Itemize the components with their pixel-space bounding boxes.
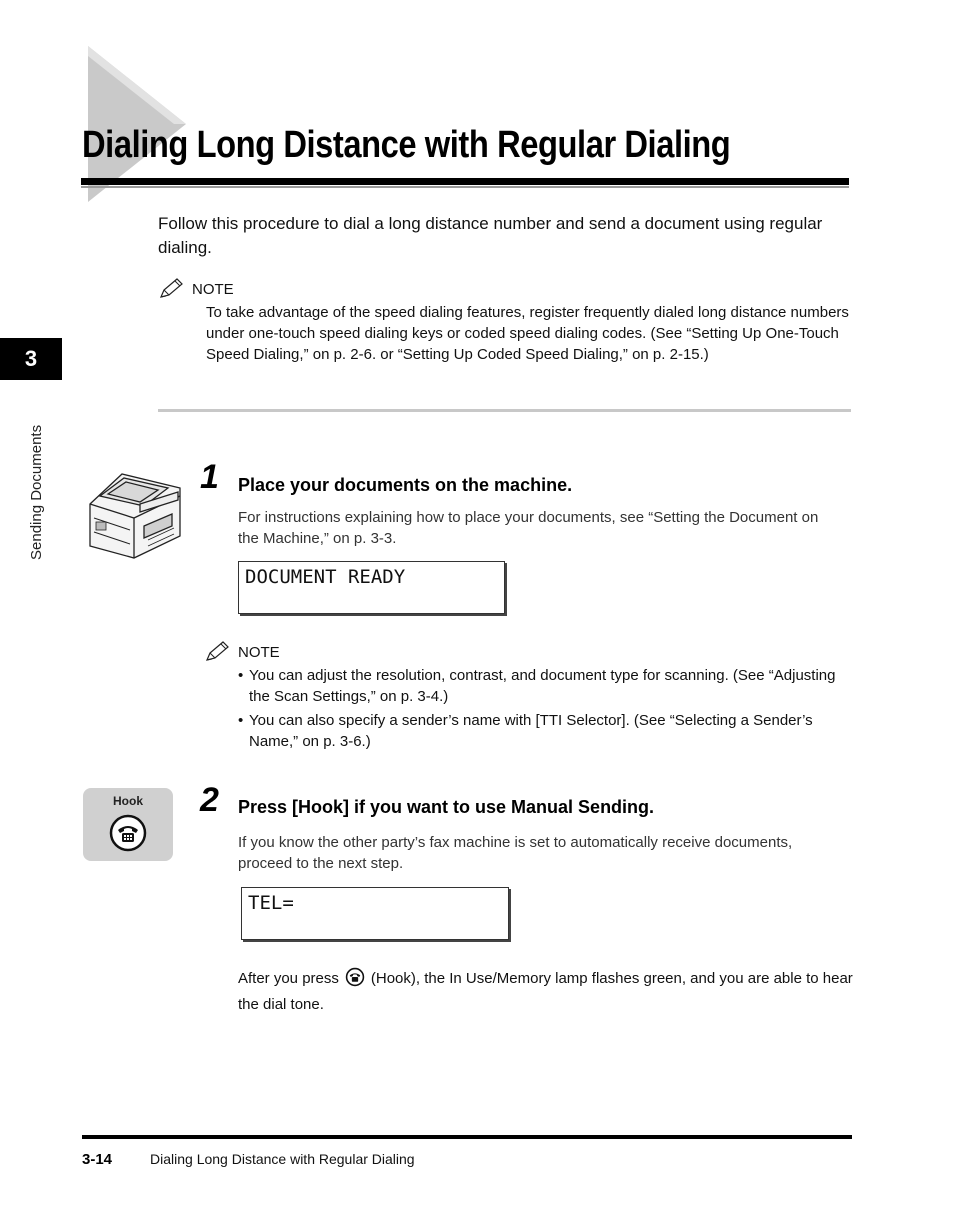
hook-result-text [238,966,858,1018]
step-description: If you know the other party’s fax machine is set to automatically receive documents, proceed to the next step. [238,834,793,872]
note-heading-label: NOTE [238,643,280,661]
chapter-tab: 3 [0,338,62,380]
footer-section-title: Dialing Long Distance with Regular Dialing [150,1151,415,1167]
chapter-side-label: Sending Documents [28,424,45,560]
note-list-item: • You can adjust the resolution, contrast, and document type for scanning. (See “Adjusting the Scan Settings,” on p. 3-4.) [238,665,848,707]
hook-key-panel [83,788,173,861]
step-number: 1 [200,458,219,496]
note-heading-label: NOTE [192,280,234,298]
note-list [238,665,848,755]
hook-key-label: Hook [113,794,143,808]
lcd-display: DOCUMENT READY [238,561,505,614]
pencil-note-icon [158,278,186,300]
intro-paragraph: Follow this procedure to dial a long distance number and send a document using regular dialing. [158,214,823,257]
note-heading [158,278,234,300]
title-rule [81,178,849,185]
note-heading [204,641,280,663]
hook-result-prefix: After you press [238,970,339,987]
title-rule-shadow [81,186,849,188]
step-number: 2 [200,781,219,819]
section-divider [158,409,851,412]
hook-button-icon [109,814,147,852]
note-list-item: • You can also specify a sender’s name with [TTI Selector]. (See “Selecting a Sender’s Name,” on p. 3-6.) [238,710,848,752]
page-title: Dialing Long Distance with Regular Dialing [82,124,731,166]
lcd-display: TEL= [241,887,509,940]
fax-machine-icon [82,466,186,562]
step-description: For instructions explaining how to place your documents, see “Setting the Document on the Machine,” on p. 3-3. [238,509,819,547]
hook-result-suffix: (Hook), the In Use/Memory lamp flashes green, and you are able to hear the dial tone. [238,970,853,1013]
page-number: 3-14 [82,1151,113,1168]
note-body: To take advantage of the speed dialing features, register frequently dialed long distance numbers under one-touch speed dialing keys or coded speed dialing codes. (See “Setting Up One-Touch Speed Dialing,” on p. 2-6. or “Setting Up Coded Speed Dialing,” on p. 2-15.) [206,304,849,363]
step-title: Press [Hook] if you want to use Manual Sending. [238,797,655,817]
step-title: Place your documents on the machine. [238,475,573,495]
pencil-note-icon [204,641,232,663]
hook-inline-icon [345,967,365,987]
footer-rule [82,1135,852,1139]
